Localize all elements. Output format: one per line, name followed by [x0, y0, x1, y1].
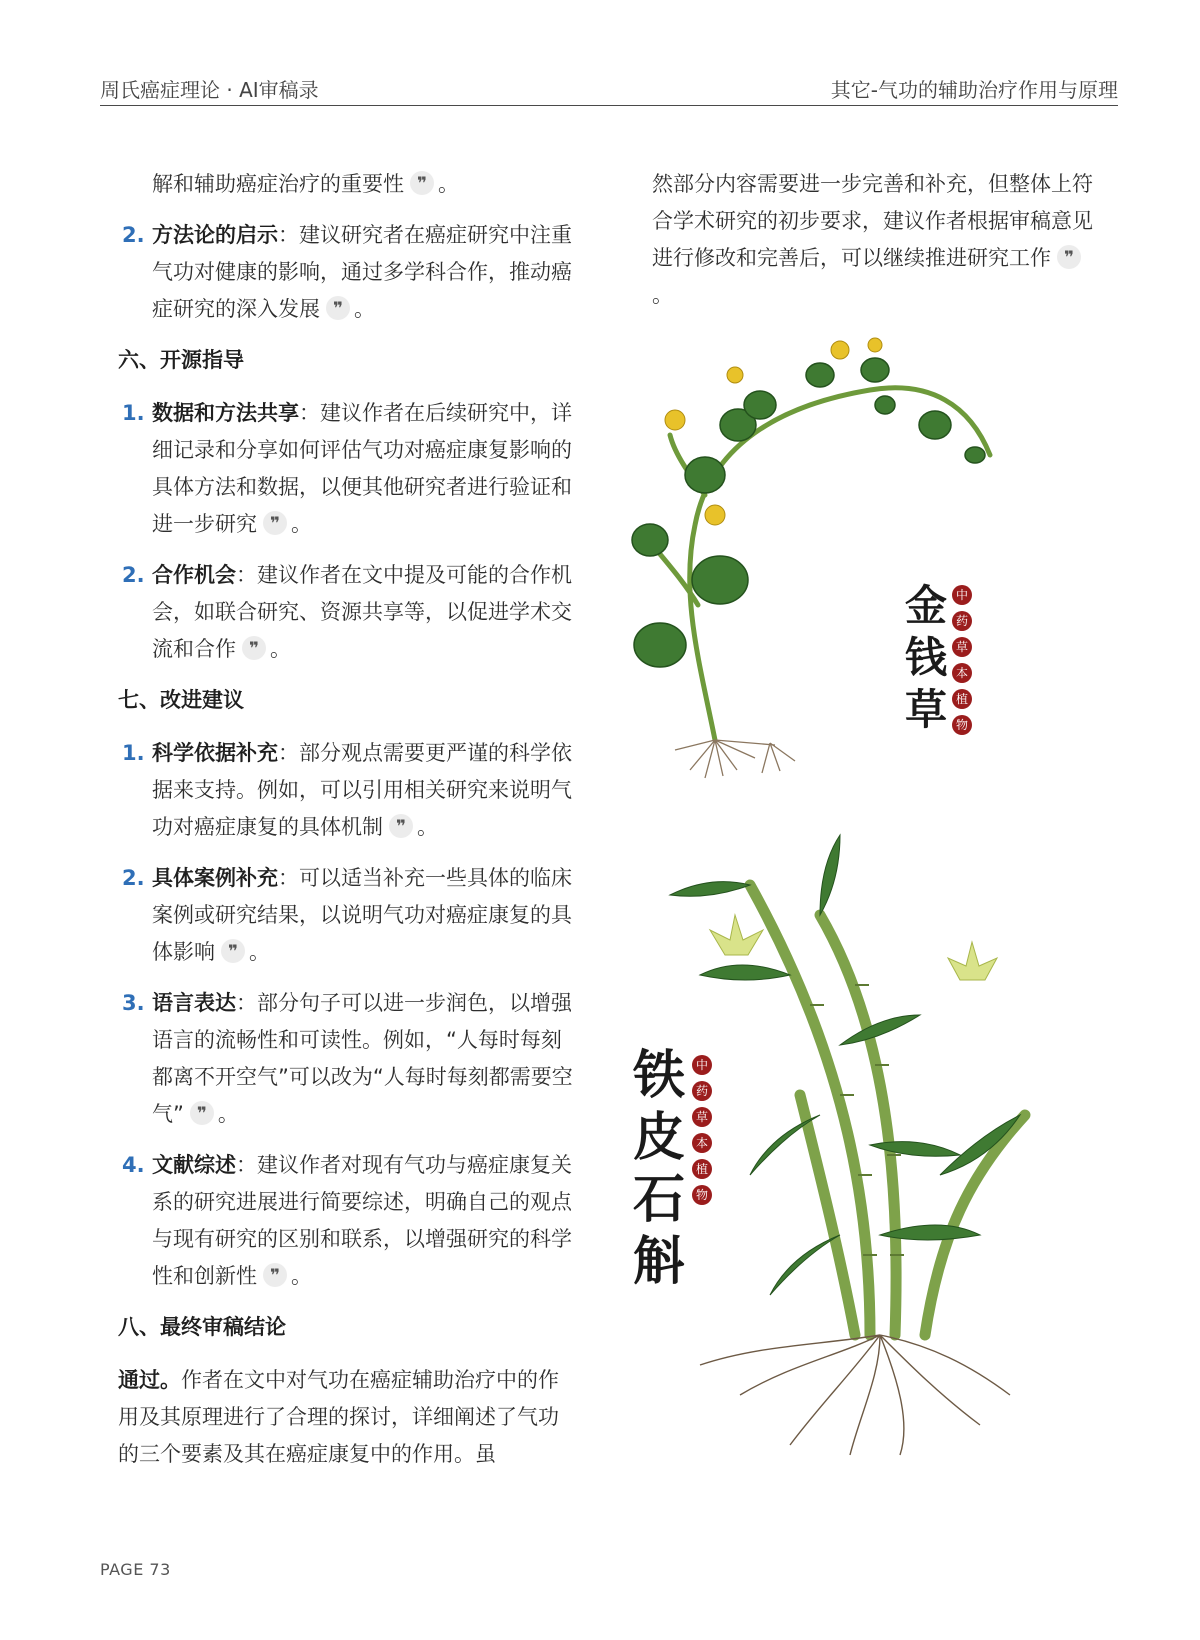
seal-char: 草 [692, 1107, 712, 1127]
list-item: 1. 科学依据补充：部分观点需要更严谨的科学依据来支持。例如，可以引用相关研究来说明气功对癌症康复的具体机制 ❞ 。 [118, 735, 578, 846]
list-item: 2. 合作机会：建议作者在文中提及可能的合作机会，如联合研究、资源共享等，以促进学术交流和合作 ❞ 。 [118, 557, 578, 668]
list-number: 3. [122, 991, 145, 1015]
list-number: 2. [122, 866, 145, 890]
list-item-text: ：可以适当补充一些具体的临床案例或研究结果，以说明气功对癌症康复的具体影响 [152, 866, 572, 964]
seal-char: 物 [952, 715, 972, 735]
plant-name-calligraphy [902, 580, 950, 736]
seal-char: 中 [692, 1055, 712, 1075]
plant-flowers [665, 338, 882, 525]
list-number: 4. [122, 1153, 145, 1177]
list-item-label: 语言表达 [152, 991, 236, 1015]
plant-name: 金钱草 [904, 581, 947, 734]
continuation-paragraph: 然部分内容需要进一步完善和补充，但整体上符合学术研究的初步要求，建议作者根据审稿意见进行修改和完善后，可以继续推进研究工作 ❞。 [652, 172, 1093, 307]
conclusion-label: 通过。 [118, 1368, 181, 1392]
list-item-label: 合作机会 [152, 563, 236, 587]
list-item-text: ：建议研究者在癌症研究中注重气功对健康的影响，通过多学科合作，推动癌症研究的深入发展 [152, 223, 572, 321]
plant-name-calligraphy [630, 1045, 688, 1293]
seal-column [692, 1055, 712, 1211]
seal-char: 药 [692, 1081, 712, 1101]
seal-column [952, 585, 972, 741]
list-item-label: 具体案例补充 [152, 866, 278, 890]
seal-char: 药 [952, 611, 972, 631]
list-item-label: 数据和方法共享 [152, 401, 299, 425]
list-number: 1. [122, 401, 145, 425]
list-item-text: ：建议作者在文中提及可能的合作机会，如联合研究、资源共享等，以促进学术交流和合作 [152, 563, 572, 661]
header-chapter-title: 其它-气功的辅助治疗作用与原理 [830, 78, 1118, 102]
page-header [100, 72, 1118, 106]
list-number: 1. [122, 741, 145, 765]
seal-char: 中 [952, 585, 972, 605]
seal-char: 植 [692, 1159, 712, 1179]
list-item-text: ：部分观点需要更严谨的科学依据来支持。例如，可以引用相关研究来说明气功对癌症康复的具体机制 [152, 741, 572, 839]
list-item: 3. 语言表达：部分句子可以进一步润色，以增强语言的流畅性和可读性。例如，“人每时每刻都离不开空气”可以改为“人每时每刻都需要空气” ❞ 。 [118, 985, 578, 1133]
list-item: 1. 数据和方法共享：建议作者在后续研究中，详细记录和分享如何评估气功对癌症康复影响的具体方法和数据，以便其他研究者进行验证和进一步研究 ❞ 。 [118, 395, 578, 543]
list-item-label: 方法论的启示 [152, 223, 278, 247]
quote-icon[interactable]: ❞ [410, 171, 434, 195]
seal-char: 草 [952, 637, 972, 657]
quote-icon[interactable]: ❞ [263, 511, 287, 535]
conclusion-text: 作者在文中对气功在癌症辅助治疗中的作用及其原理进行了合理的探讨，详细阐述了气功的三个要素及其在癌症康复中的作用。虽 [118, 1368, 559, 1466]
continuation-text: 然部分内容需要进一步完善和补充，但整体上符合学术研究的初步要求，建议作者根据审稿意见进行修改和完善后，可以继续推进研究工作 [652, 172, 1093, 270]
list-item-text: ：部分句子可以进一步润色，以增强语言的流畅性和可读性。例如，“人每时每刻都离不开空气”可以改为“人每时每刻都需要空气” [152, 991, 573, 1126]
quote-icon[interactable]: ❞ [389, 814, 413, 838]
header-book-title: 周氏癌症理论 · AI审稿录 [100, 78, 319, 102]
plant-leaves [670, 835, 1020, 1295]
list-item: 2. 方法论的启示：建议研究者在癌症研究中注重气功对健康的影响，通过多学科合作，推动癌症研究的深入发展 ❞ 。 [118, 217, 578, 328]
seal-char: 本 [692, 1133, 712, 1153]
section-heading: 七、改进建议 [118, 688, 244, 712]
quote-icon[interactable]: ❞ [1057, 245, 1081, 269]
right-column [652, 166, 1102, 314]
continuation-text: 解和辅助癌症治疗的重要性 [152, 172, 404, 196]
list-number: 2. [122, 563, 145, 587]
list-item: 2. 具体案例补充：可以适当补充一些具体的临床案例或研究结果，以说明气功对癌症康复的具体影响 ❞ 。 [118, 860, 578, 971]
seal-char: 本 [952, 663, 972, 683]
seal-char: 物 [692, 1185, 712, 1205]
page-number: PAGE 73 [100, 1560, 171, 1579]
seal-char: 植 [952, 689, 972, 709]
quote-icon[interactable]: ❞ [221, 939, 245, 963]
plant-roots [675, 740, 795, 778]
quote-icon[interactable]: ❞ [263, 1263, 287, 1287]
list-item-label: 科学依据补充 [152, 741, 278, 765]
section-heading: 八、最终审稿结论 [118, 1315, 286, 1339]
plant-name: 铁皮石斛 [632, 1045, 685, 1292]
section-heading: 六、开源指导 [118, 348, 244, 372]
quote-icon[interactable]: ❞ [190, 1101, 214, 1125]
quote-icon[interactable]: ❞ [326, 296, 350, 320]
list-number: 2. [122, 223, 145, 247]
quote-icon[interactable]: ❞ [242, 636, 266, 660]
continuation-paragraph: 解和辅助癌症治疗的重要性 ❞ 。 [152, 172, 459, 196]
list-item: 4. 文献综述：建议作者对现有气功与癌症康复关系的研究进展进行简要综述，明确自己的观点与现有研究的区别和联系，以增强研究的科学性和创新性 ❞ 。 [118, 1147, 578, 1295]
list-item-text: ：建议作者对现有气功与癌症康复关系的研究进展进行简要综述，明确自己的观点与现有研究的区别和联系，以增强研究的科学性和创新性 [152, 1153, 572, 1288]
list-item-text: ：建议作者在后续研究中，详细记录和分享如何评估气功对癌症康复影响的具体方法和数据，以便其他研究者进行验证和进一步研究 [152, 401, 572, 536]
left-column [118, 166, 578, 1473]
conclusion-paragraph [118, 1362, 578, 1473]
list-item-label: 文献综述 [152, 1153, 236, 1177]
plant-roots [700, 1335, 1010, 1455]
